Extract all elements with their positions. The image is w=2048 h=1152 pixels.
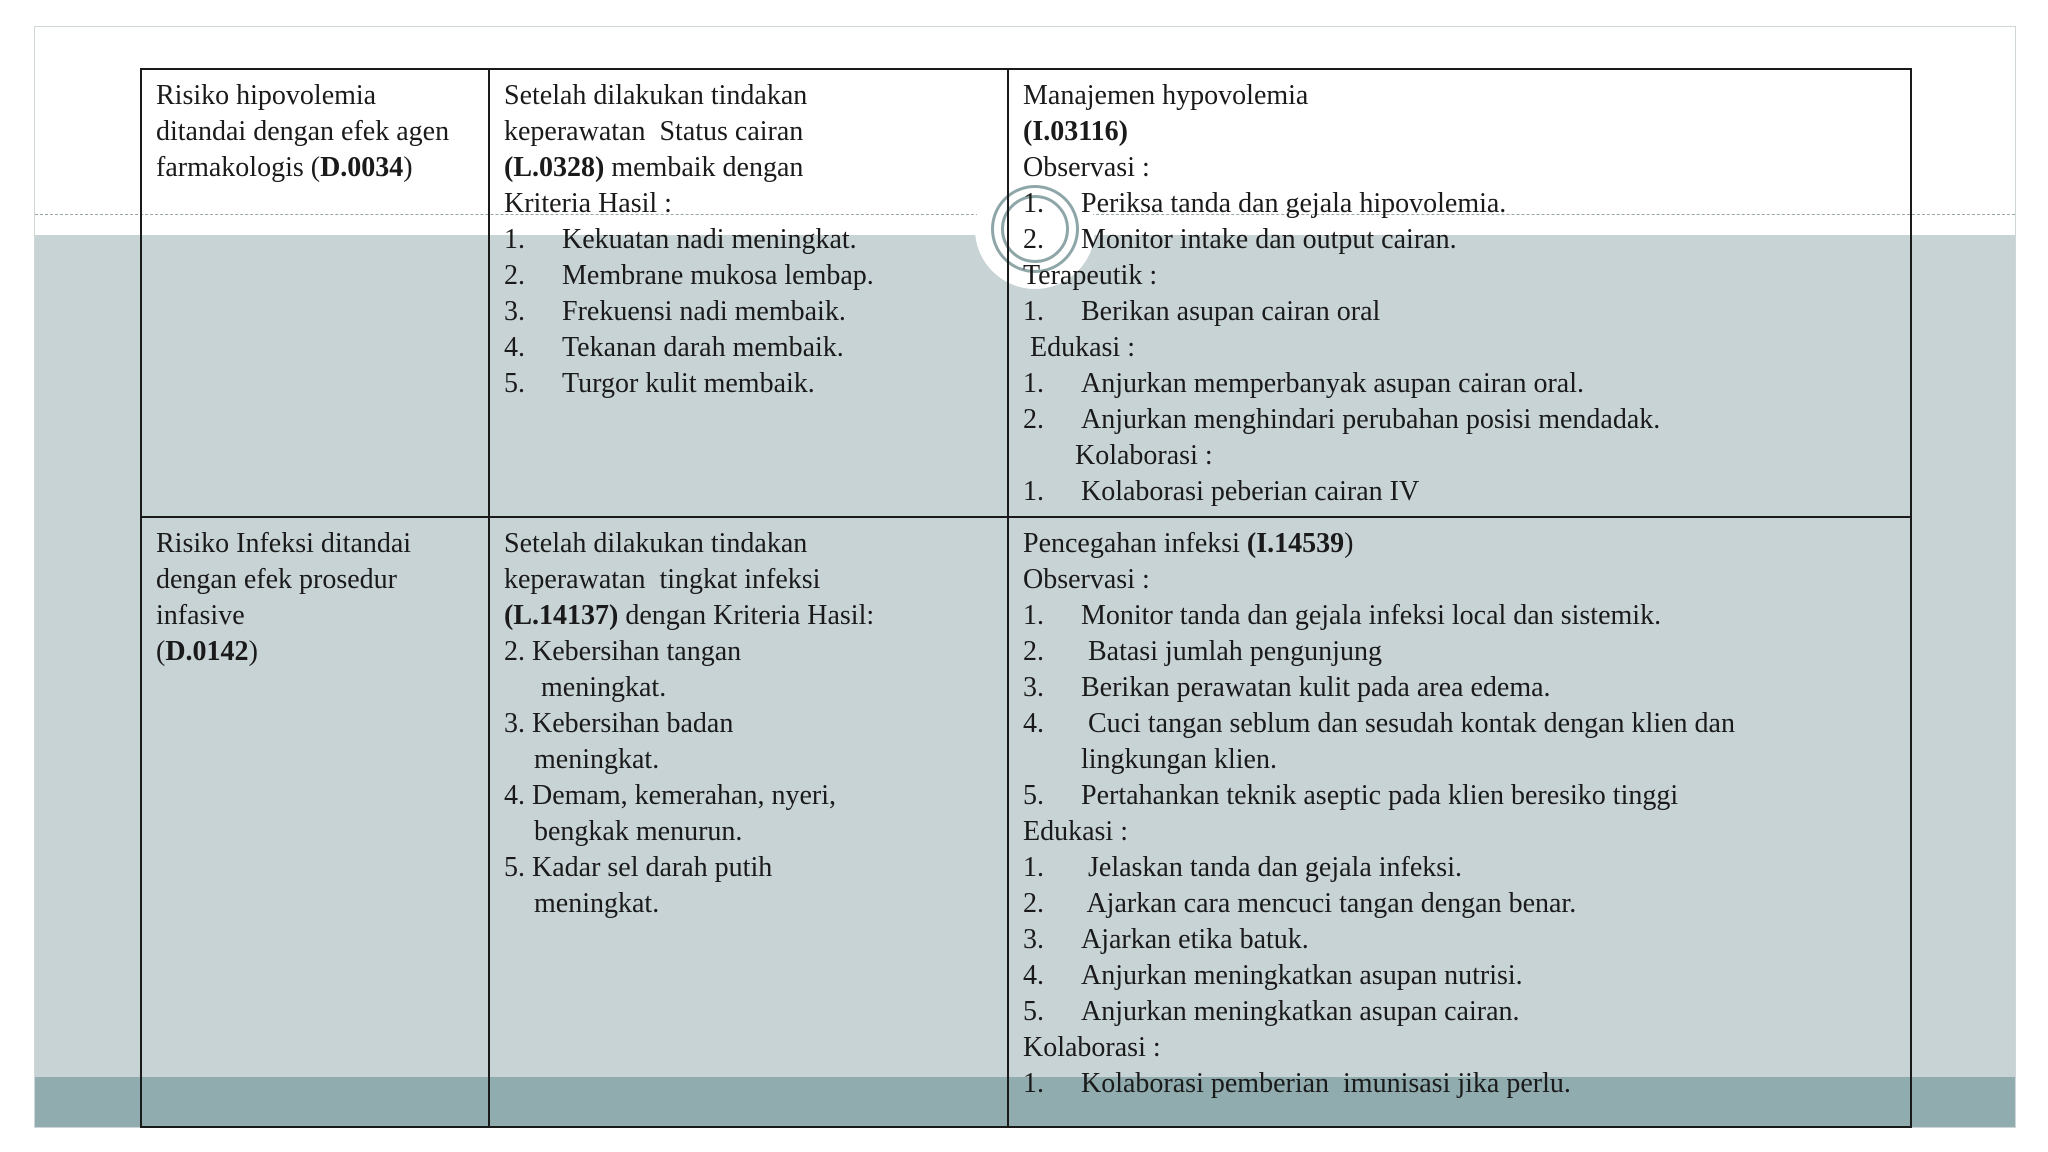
list-item-continuation: bengkak menurun. bbox=[534, 816, 743, 847]
intervention-title: Manajemen hypovolemia bbox=[1023, 80, 1309, 111]
list-item-continuation: lingkungan klien. bbox=[1081, 744, 1277, 775]
text-line: farmakologis (D.0034) bbox=[156, 152, 413, 183]
list-item: 5. Anjurkan meningkatkan asupan cairan. bbox=[1023, 996, 1520, 1027]
table-row bbox=[141, 517, 1911, 1127]
intervention-title: Pencegahan infeksi (I.14539) bbox=[1023, 528, 1354, 559]
outcome-cell bbox=[489, 517, 1008, 1127]
list-item: 2. Batasi jumlah pengunjung bbox=[1023, 636, 1382, 667]
table-row bbox=[141, 69, 1911, 517]
list-item: 4. Anjurkan meningkatkan asupan nutrisi. bbox=[1023, 960, 1523, 991]
section-label: Edukasi : bbox=[1023, 332, 1135, 363]
text-line bbox=[1023, 114, 1896, 150]
section-label: Observasi : bbox=[1023, 564, 1150, 595]
text-line: dengan efek prosedur bbox=[156, 564, 398, 595]
text-line: Risiko Infeksi ditandai bbox=[156, 528, 412, 559]
list-item: 4. Cuci tangan seblum dan sesudah kontak dengan klien dan bbox=[1023, 708, 1735, 739]
section-label: Terapeutik : bbox=[1023, 260, 1158, 291]
list-item: 3. Kebersihan badan bbox=[504, 708, 734, 739]
list-item: 1. Anjurkan memperbanyak asupan cairan oral. bbox=[1023, 368, 1585, 399]
list-item: 5. Pertahankan teknik aseptic pada klien beresiko tinggi bbox=[1023, 780, 1679, 811]
nursing-care-plan-table bbox=[140, 68, 1912, 1128]
text-line: keperawatan Status cairan bbox=[504, 116, 804, 147]
list-item: 2. Anjurkan menghindari perubahan posisi mendadak. bbox=[1023, 404, 1661, 435]
diagnosis-code: D.0142 bbox=[165, 636, 249, 667]
list-item: 1. Monitor tanda dan gejala infeksi local dan sistemik. bbox=[1023, 600, 1662, 631]
diagnosis-code: D.0034 bbox=[320, 152, 404, 183]
list-item: 3. Berikan perawatan kulit pada area edema. bbox=[1023, 672, 1551, 703]
section-label: Kolaborasi : bbox=[1075, 440, 1213, 471]
text-line: Setelah dilakukan tindakan bbox=[504, 528, 808, 559]
list-item: 4. Tekanan darah membaik. bbox=[504, 332, 844, 363]
text-line: infasive bbox=[156, 600, 245, 631]
section-label: Kolaborasi : bbox=[1023, 1032, 1161, 1063]
text-line: (D.0142) bbox=[156, 636, 258, 667]
text-line: Risiko hipovolemia bbox=[156, 80, 377, 111]
text-line: (L.14137) dengan Kriteria Hasil: bbox=[504, 600, 875, 631]
intervention-cell bbox=[1008, 69, 1911, 517]
list-item: 1. Periksa tanda dan gejala hipovolemia. bbox=[1023, 188, 1507, 219]
list-item: 2. Kebersihan tangan bbox=[504, 636, 742, 667]
list-item: 2. Membrane mukosa lembap. bbox=[504, 260, 874, 291]
diagnosis-cell bbox=[141, 517, 489, 1127]
list-item: 2. Ajarkan cara mencuci tangan dengan benar. bbox=[1023, 888, 1577, 919]
list-item: 5. Kadar sel darah putih bbox=[504, 852, 773, 883]
list-item: 1. Kolaborasi peberian cairan IV bbox=[1023, 476, 1420, 507]
intervention-code: (I.03116) bbox=[1023, 116, 1128, 147]
criteria-label: Kriteria Hasil : bbox=[504, 188, 672, 219]
intervention-cell bbox=[1008, 517, 1911, 1127]
list-item: 5. Turgor kulit membaik. bbox=[504, 368, 815, 399]
diagnosis-cell bbox=[141, 69, 489, 517]
list-item-continuation: meningkat. bbox=[534, 744, 660, 775]
list-item: 2. Monitor intake dan output cairan. bbox=[1023, 224, 1457, 255]
outcome-cell bbox=[489, 69, 1008, 517]
section-label: Observasi : bbox=[1023, 152, 1150, 183]
outcome-code: (L.14137) bbox=[504, 600, 619, 631]
list-item: 1. Jelaskan tanda dan gejala infeksi. bbox=[1023, 852, 1462, 883]
list-item: 4. Demam, kemerahan, nyeri, bbox=[504, 780, 836, 811]
outcome-code: (L.0328) bbox=[504, 152, 605, 183]
section-label: Edukasi : bbox=[1023, 816, 1128, 847]
list-item: 1. Kekuatan nadi meningkat. bbox=[504, 224, 857, 255]
list-item: 1. Kolaborasi pemberian imunisasi jika perlu. bbox=[1023, 1068, 1571, 1099]
text-line: (L.0328) membaik dengan bbox=[504, 152, 804, 183]
list-item-continuation: meningkat. bbox=[534, 888, 660, 919]
list-item: 3. Frekuensi nadi membaik. bbox=[504, 296, 846, 327]
text-line: keperawatan tingkat infeksi bbox=[504, 564, 821, 595]
intervention-code: (I.14539 bbox=[1246, 528, 1345, 559]
text-line: ditandai dengan efek agen bbox=[156, 116, 450, 147]
text-line: Setelah dilakukan tindakan bbox=[504, 80, 808, 111]
list-item: 1. Berikan asupan cairan oral bbox=[1023, 296, 1381, 327]
list-item-continuation: meningkat. bbox=[534, 672, 667, 703]
list-item: 3. Ajarkan etika batuk. bbox=[1023, 924, 1309, 955]
